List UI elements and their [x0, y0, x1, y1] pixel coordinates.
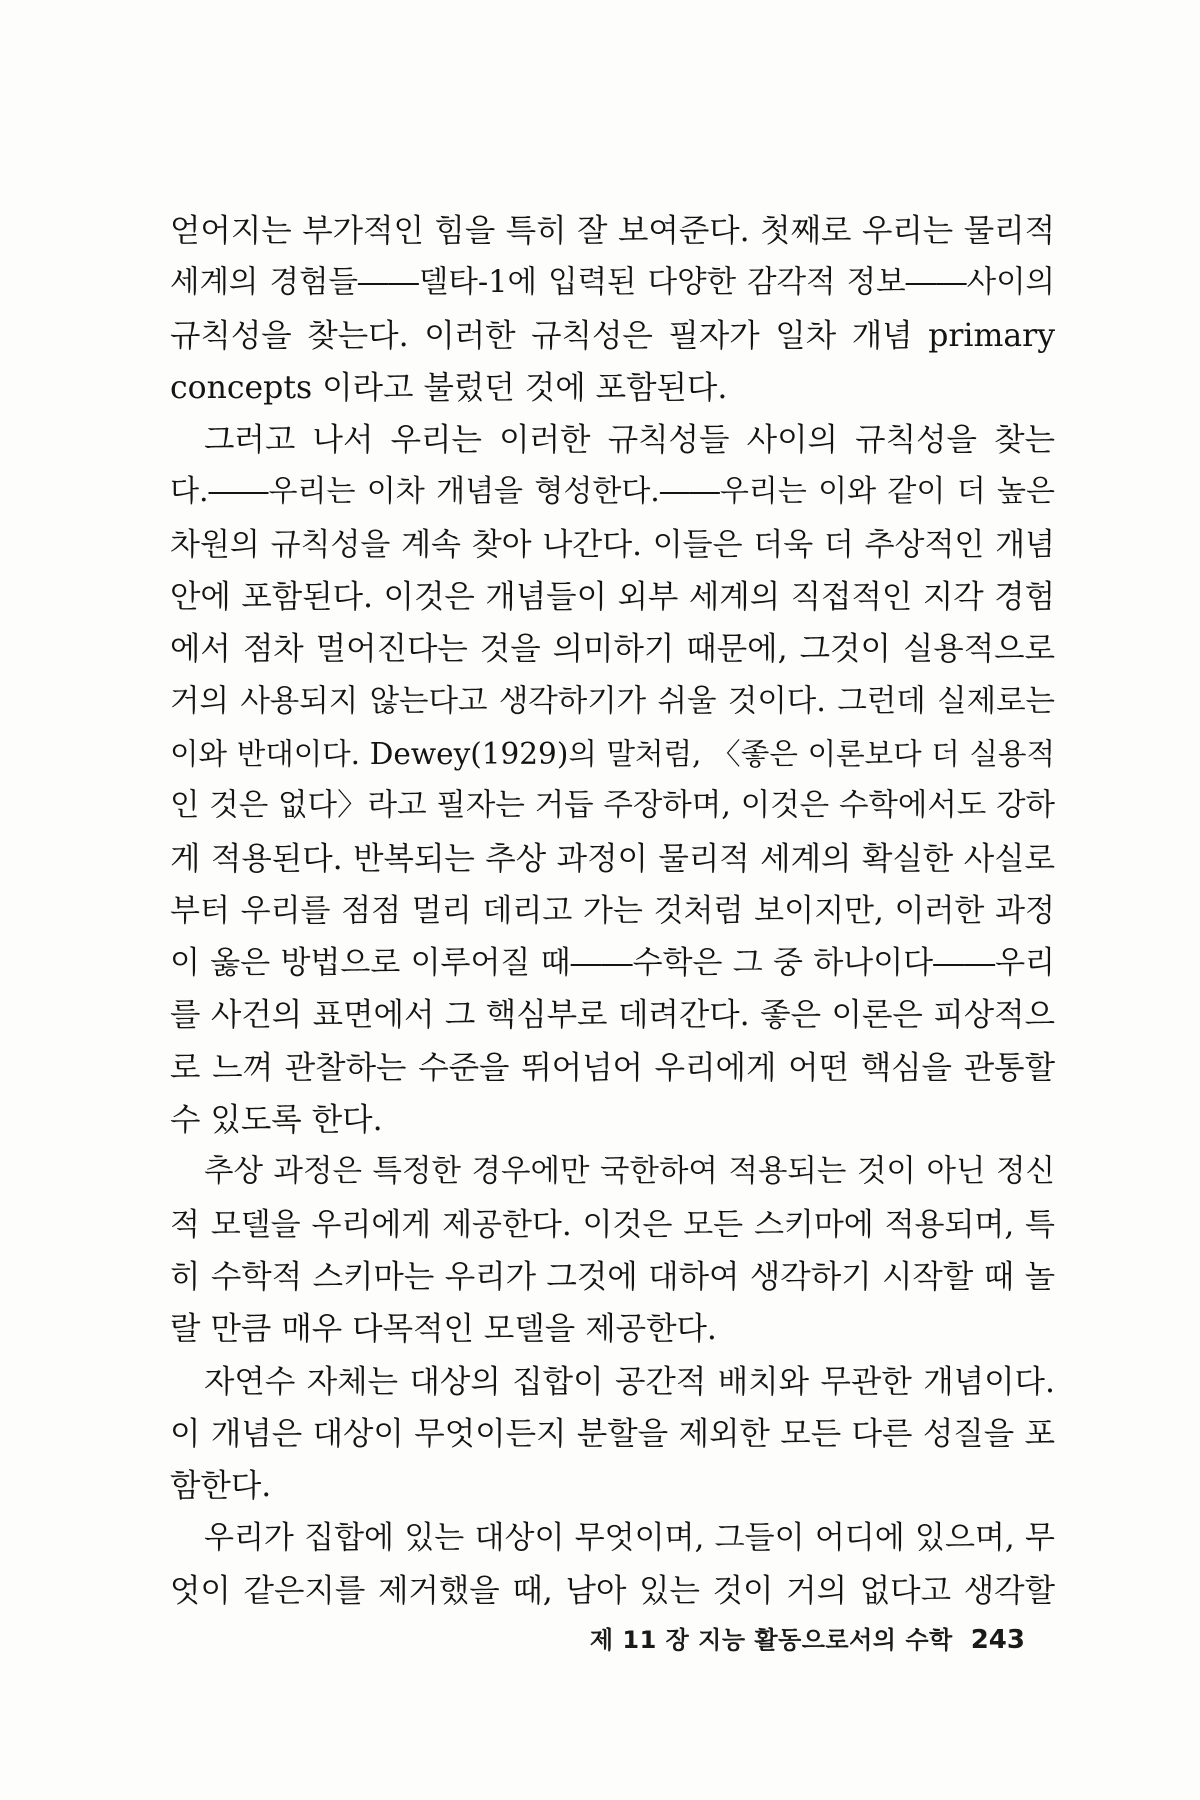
text-line: concepts 이라고 불렀던 것에 포함된다.	[170, 369, 728, 406]
text-line: 히 수학적 스키마는 우리가 그것에 대하여 생각하기 시작할 때 놀	[170, 1258, 1055, 1295]
text-line: 엇이 같은지를 제거했을 때, 남아 있는 것이 거의 없다고 생각할	[170, 1572, 1055, 1609]
page-number: 243	[970, 1625, 1025, 1655]
running-footer-chapter: 제 11 장 지능 활동으로서의 수학	[589, 1626, 953, 1654]
text-line: 차원의 규칙성을 계속 찾아 나간다. 이들은 더욱 더 추상적인 개념	[170, 526, 1055, 563]
page-footer	[590, 1620, 1025, 1655]
text-line: 그러고 나서 우리는 이러한 규칙성들 사이의 규칙성을 찾는	[204, 422, 1055, 459]
text-line: 인 것은 없다〉라고 필자는 거듭 주장하며, 이것은 수학에서도 강하	[170, 788, 1055, 824]
text-line: 로 느껴 관찰하는 수준을 뛰어넘어 우리에게 어떤 핵심을 관통할	[170, 1049, 1055, 1086]
text-line: 이 옳은 방법으로 이루어질 때――수학은 그 중 하나이다――우리	[170, 945, 1055, 982]
body-text	[170, 205, 1055, 1617]
text-line: 수 있도록 한다.	[170, 1102, 383, 1139]
text-line: 게 적용된다. 반복되는 추상 과정이 물리적 세계의 확실한 사실로	[170, 840, 1055, 877]
text-line: 얻어지는 부가적인 힘을 특히 잘 보여준다. 첫째로 우리는 물리적	[170, 213, 1055, 249]
text-line: 규칙성을 찾는다. 이러한 규칙성은 필자가 일차 개념 primary	[170, 317, 1055, 354]
text-line: 다.――우리는 이차 개념을 형성한다.――우리는 이와 같이 더 높은	[170, 474, 1055, 510]
text-line: 이 개념은 대상이 무엇이든지 분할을 제외한 모든 다른 성질을 포	[170, 1415, 1055, 1452]
text-line: 자연수 자체는 대상의 집합이 공간적 배치와 무관한 개념이다.	[204, 1363, 1055, 1400]
text-line: 함한다.	[170, 1468, 272, 1505]
text-line: 를 사건의 표면에서 그 핵심부로 데려간다. 좋은 이론은 피상적으	[170, 997, 1055, 1034]
text-line: 적 모델을 우리에게 제공한다. 이것은 모든 스키마에 적용되며, 특	[170, 1206, 1055, 1243]
text-line: 거의 사용되지 않는다고 생각하기가 쉬울 것이다. 그런데 실제로는	[170, 683, 1055, 719]
text-line: 이와 반대이다. Dewey(1929)의 말처럼, 〈좋은 이론보다 더 실용적	[170, 736, 1055, 771]
text-line: 랄 만큼 매우 다목적인 모델을 제공한다.	[170, 1311, 717, 1348]
text-line: 우리가 집합에 있는 대상이 무엇이며, 그들이 어디에 있으며, 무	[204, 1520, 1055, 1557]
text-line: 에서 점차 멀어진다는 것을 의미하기 때문에, 그것이 실용적으로	[170, 631, 1055, 668]
text-line: 부터 우리를 점점 멀리 데리고 가는 것처럼 보이지만, 이러한 과정	[170, 892, 1055, 929]
text-line: 추상 과정은 특정한 경우에만 국한하여 적용되는 것이 아닌 정신	[204, 1154, 1055, 1190]
text-line: 세계의 경험들――델타-1에 입력된 다양한 감각적 정보――사이의	[170, 265, 1055, 301]
text-line: 안에 포함된다. 이것은 개념들이 외부 세계의 직접적인 지각 경험	[170, 579, 1055, 616]
